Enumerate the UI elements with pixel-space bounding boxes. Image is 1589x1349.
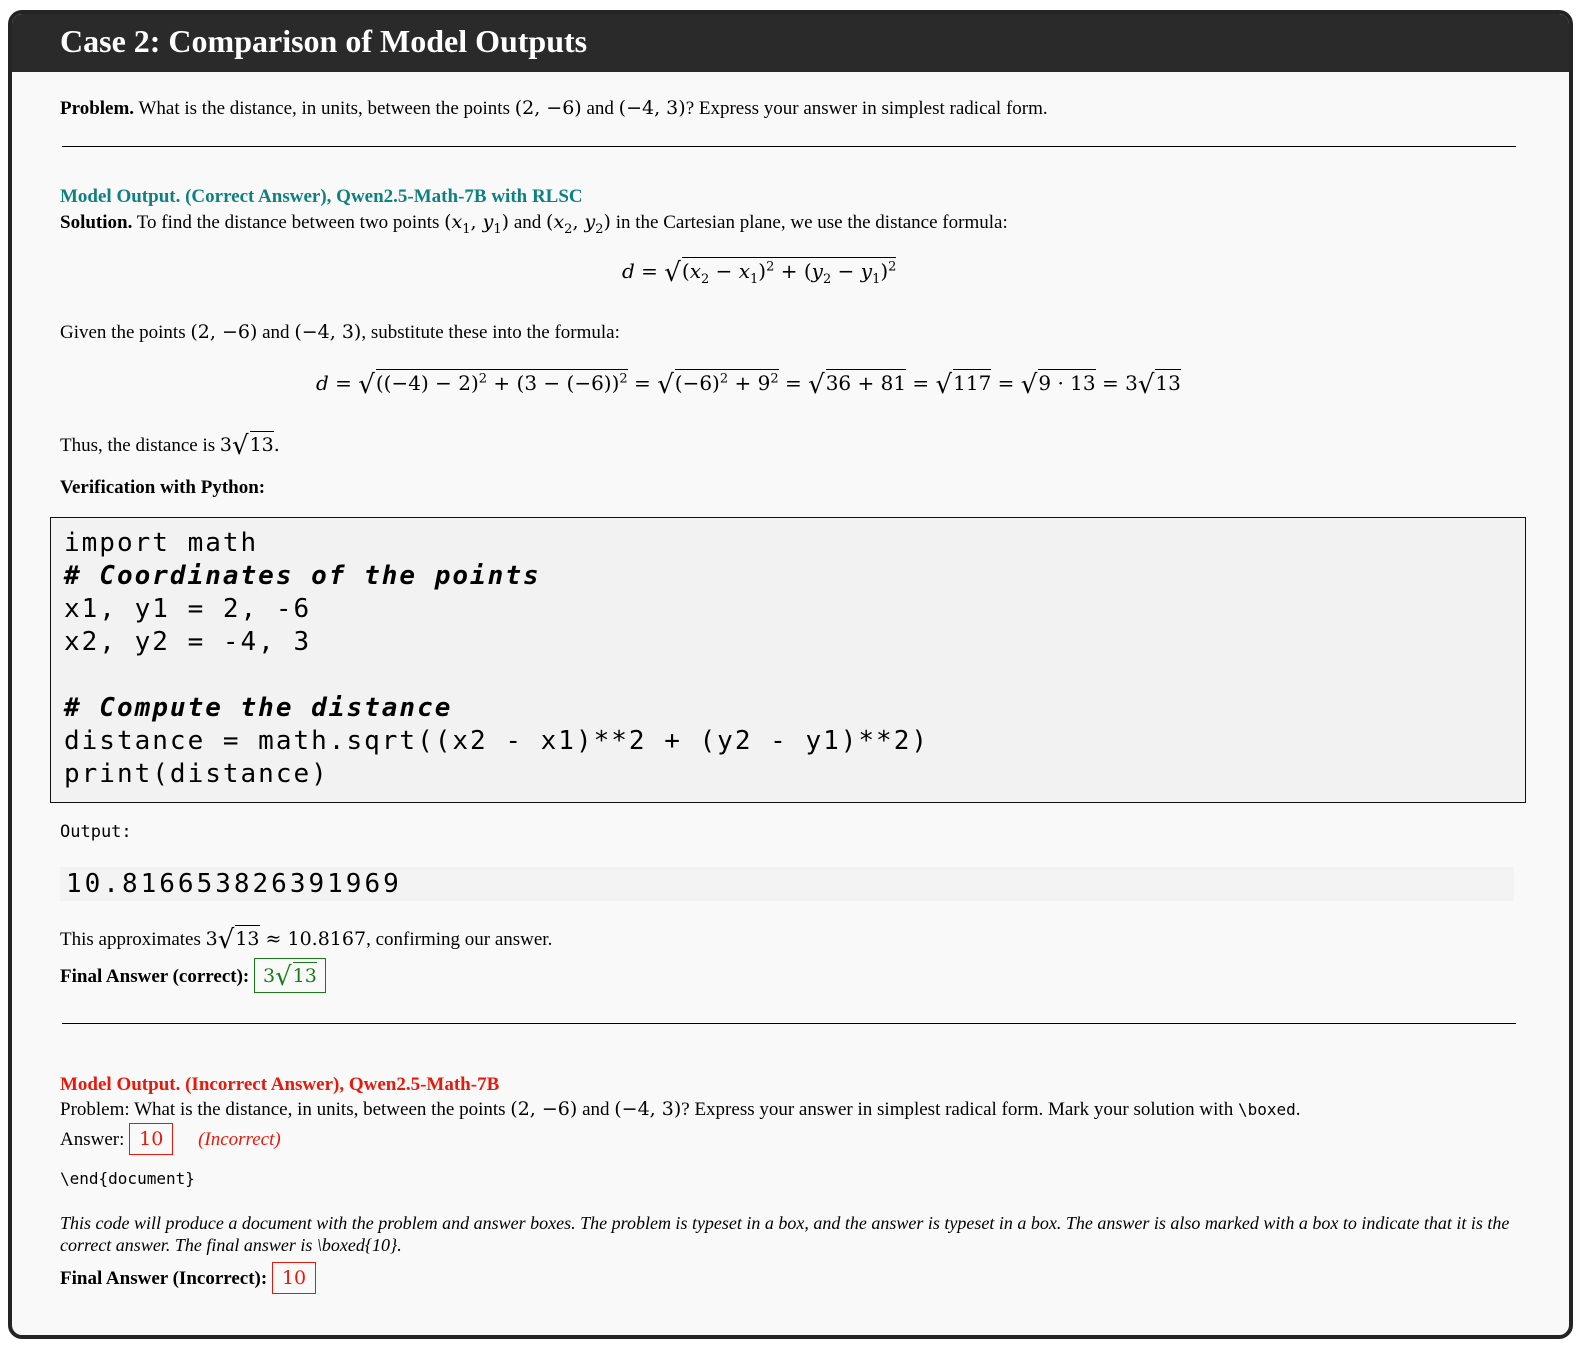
incorrect-answer-line: Answer: 10 (Incorrect) — [60, 1123, 281, 1155]
code-line: import math — [64, 528, 259, 558]
code-line: distance = math.sqrt((x2 - x1)**2 + (y2 - y1)**2) — [64, 726, 930, 756]
substitution-equation: $d = √((-4) - 2)^2 + (3 - (-6))^2 = √(-6)^2 + 9^2 = √36 + 81 = √117 = √9 \cdot 13 = 3√13$ — [316, 370, 1181, 400]
case-card — [8, 10, 1573, 1339]
code-comment: # Compute the distance — [64, 693, 453, 723]
incorrect-answer-box: 10 — [129, 1123, 173, 1155]
code-line: x1, y1 = 2, -6 — [64, 594, 312, 624]
thus-statement: Thus, the distance is 3√13. — [60, 431, 280, 461]
output-value: 10.816653826391969 — [66, 869, 402, 899]
code-line: x2, y2 = -4, 3 — [64, 627, 312, 657]
python-code-block — [50, 517, 1526, 803]
incorrect-heading: Model Output. (Incorrect Answer), Qwen2.5-Math-7B — [60, 1074, 500, 1095]
problem-statement: Problem. What is the distance, in units, between the points (2, −6) and (−4, 3)? Express your answer in simplest radical form. — [60, 97, 1048, 119]
incorrect-tag: (Incorrect) — [198, 1129, 281, 1150]
end-document: \end{document} — [60, 1169, 195, 1188]
solution-intro: Solution. To find the distance between two points ($x_1$, $y_1$) and ($x_2$, $y_2$) in the Cartesian plane, we use the distance formula: — [60, 211, 1008, 237]
incorrect-final-box: 10 — [272, 1262, 316, 1294]
final-answer-incorrect: Final Answer (Incorrect): 10 — [60, 1262, 316, 1294]
case-title: Case 2: Comparison of Model Outputs — [12, 14, 1569, 72]
incorrect-note: This code will produce a document with the problem and answer boxes. The problem is typeset in a box, and the answer is typeset in a box. The answer is also marked with a box to indicate that it is the correct answer. The final answer is \boxed{10}. — [60, 1213, 1510, 1255]
incorrect-problem: Problem: What is the distance, in units, between the points (2, −6) and (−4, 3)? Express your answer in simplest radical form. Mark your solution with \boxed. — [60, 1098, 1301, 1120]
final-answer-correct: Final Answer (correct): 3√13 — [60, 958, 326, 993]
divider — [62, 1023, 1516, 1024]
code-comment: # Coordinates of the points — [64, 561, 541, 591]
approximation-statement: This approximates 3√13 ≈ 10.8167, confirming our answer. — [60, 925, 553, 955]
given-points: Given the points (2, −6) and (−4, 3), substitute these into the formula: — [60, 321, 620, 343]
output-label: Output: — [60, 822, 132, 842]
divider — [62, 146, 1516, 147]
verification-label: Verification with Python: — [60, 477, 266, 498]
distance-formula: $d = √(x_2 - x_1)^2 + (y_2 - y_1)^2$ — [622, 258, 897, 288]
correct-heading: Model Output. (Correct Answer), Qwen2.5-Math-7B with RLSC — [60, 186, 583, 207]
correct-answer-box: 3√13 — [254, 958, 326, 993]
code-line: print(distance) — [64, 759, 329, 789]
